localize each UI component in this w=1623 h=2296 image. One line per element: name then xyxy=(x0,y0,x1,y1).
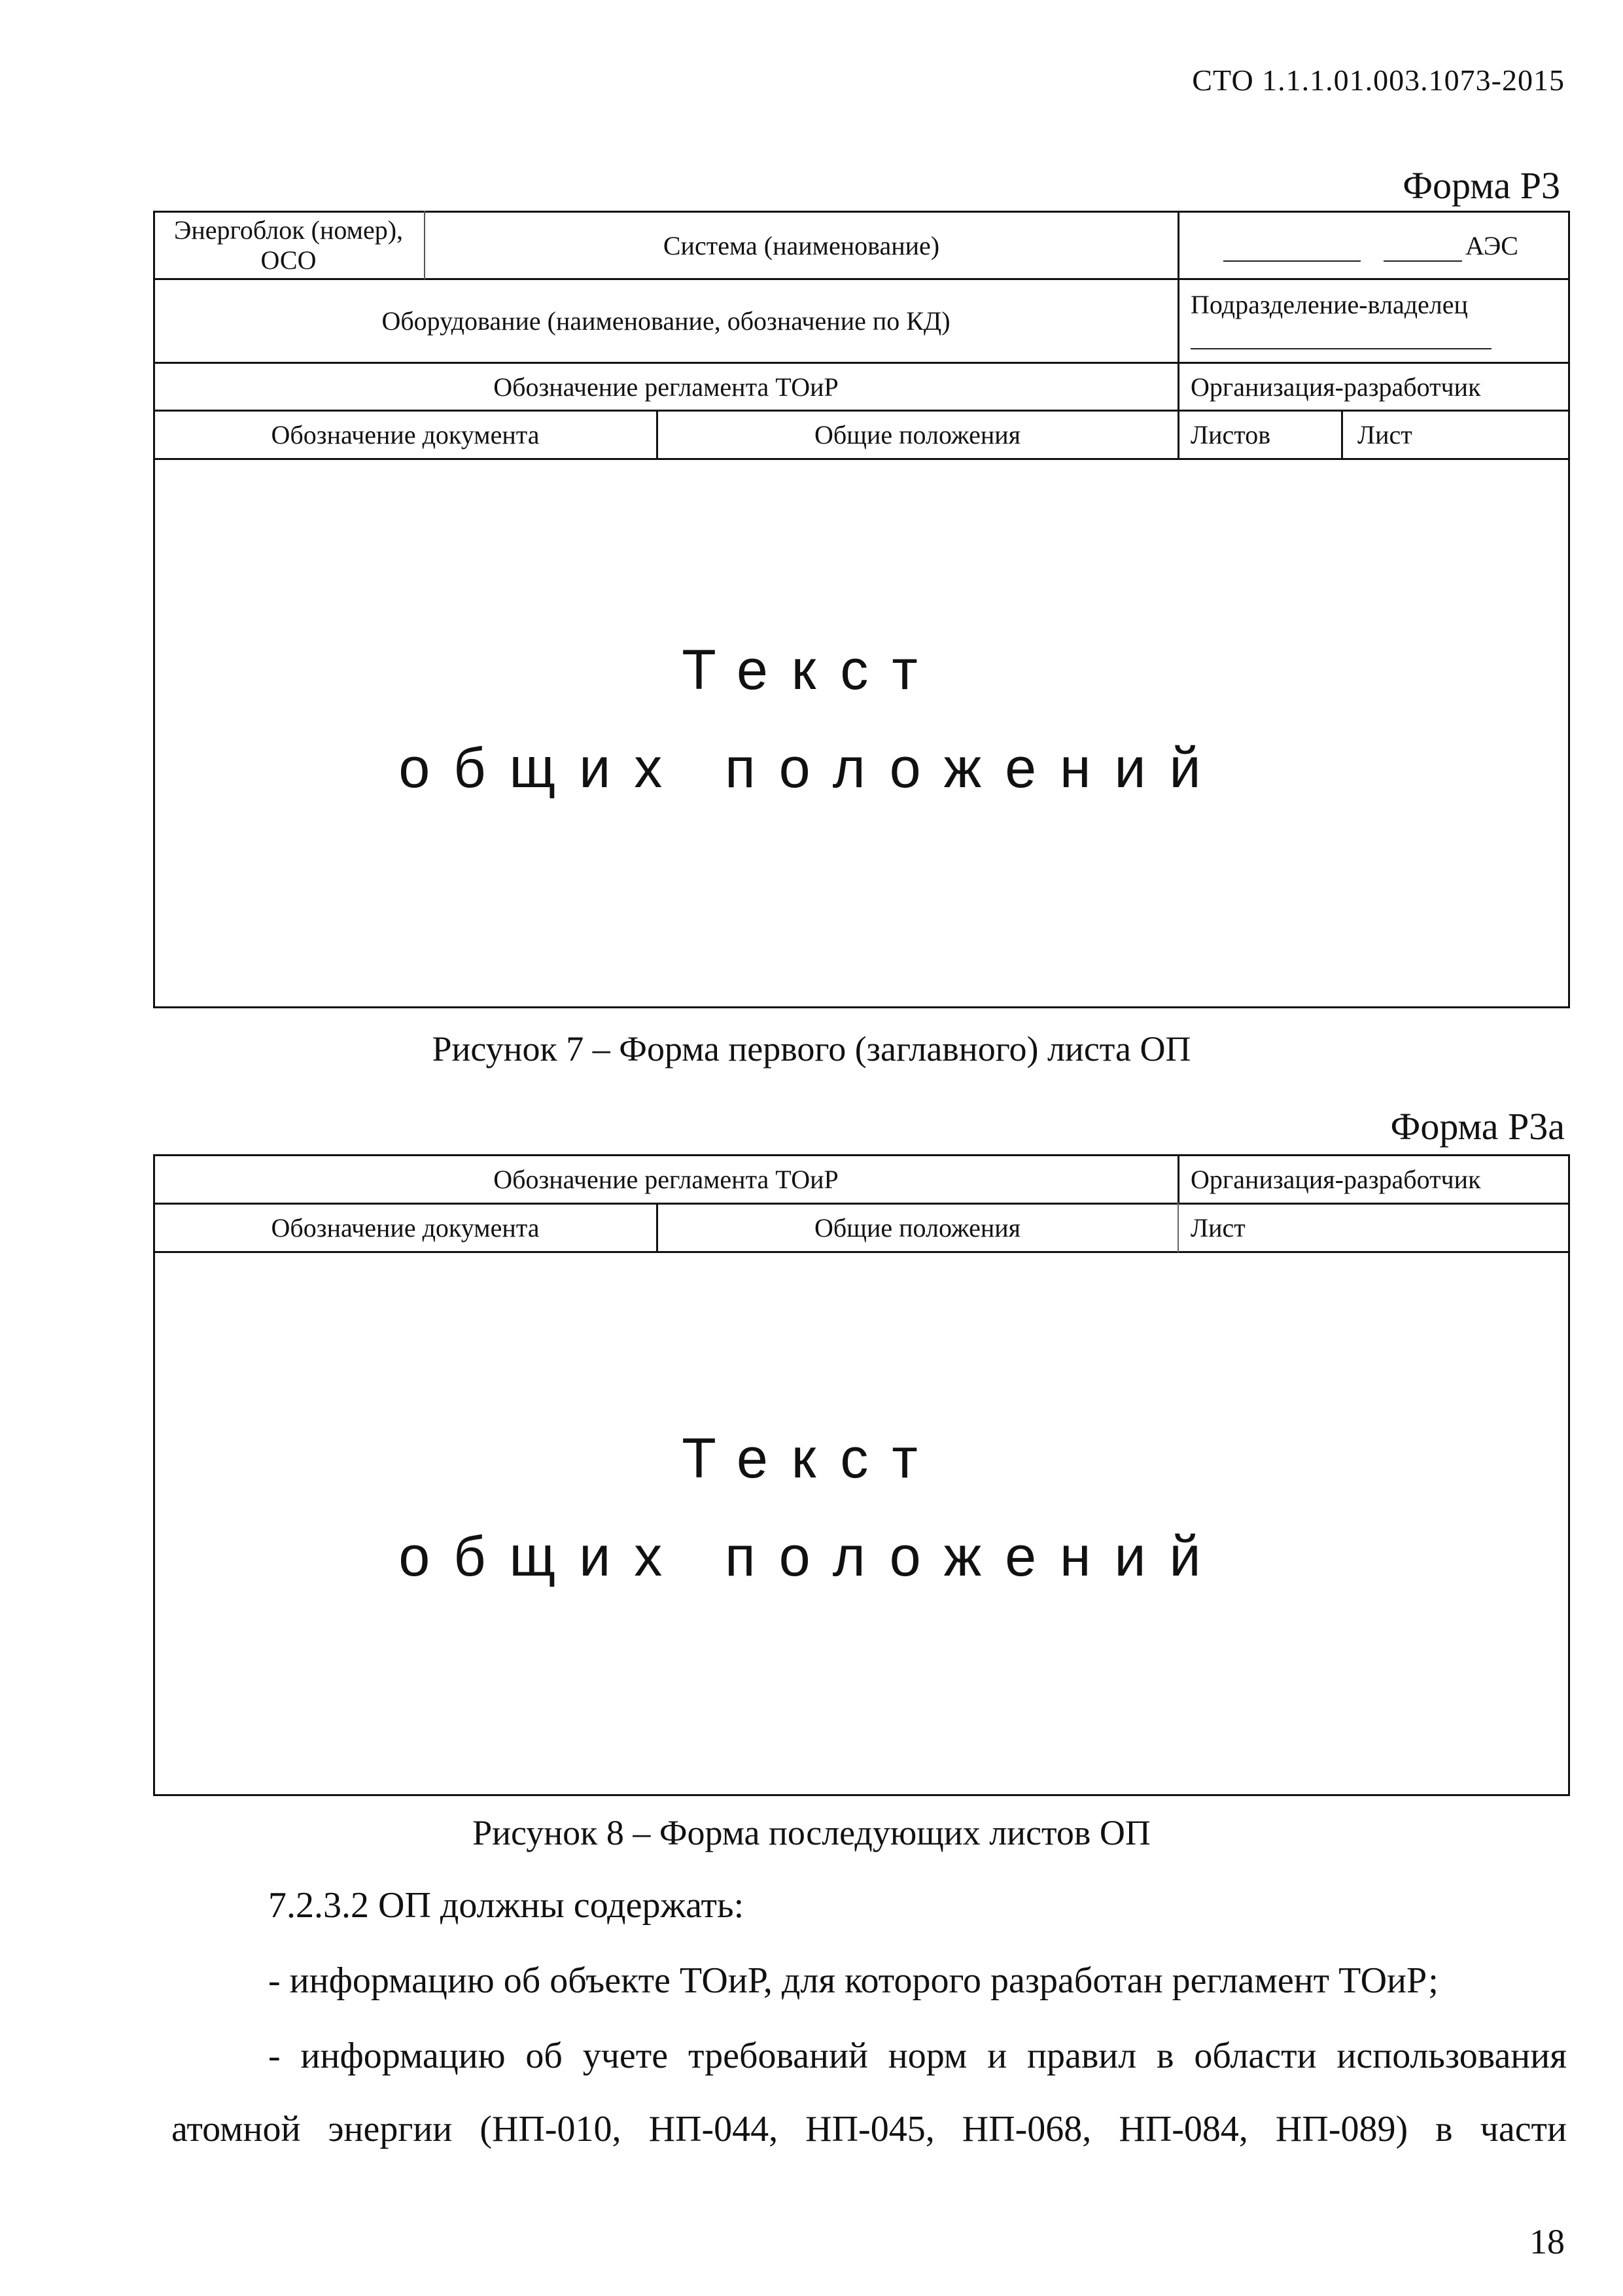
list-item-object-info: - информацию об объекте ТОиР, для которого разработан регламент ТОиР; xyxy=(268,1960,1439,2001)
sheet-number-cell-2: Лист xyxy=(1191,1213,1246,1243)
subdivision-owner-cell: Подразделение-владелец xyxy=(1191,289,1468,319)
document-designation-cell: Обозначение документа xyxy=(271,420,540,450)
paragraph-7-2-3-2: 7.2.3.2 ОП должны содержать: xyxy=(268,1885,744,1926)
unit-cell: Энергоблок (номер), ОСО xyxy=(173,215,404,275)
body-text-line-1: Текст xyxy=(682,639,941,701)
list-item-norms-info: - информацию об учете требований норм и правил в области использования xyxy=(268,2036,1567,2076)
aes-label: АЭС xyxy=(1465,230,1518,260)
body-text-line-1-form2: Текст xyxy=(682,1427,941,1490)
developer-organization-cell: Организация-разработчик xyxy=(1191,372,1481,402)
form-label-p3a: Форма Р3а xyxy=(1390,1105,1565,1148)
developer-organization-cell-2: Организация-разработчик xyxy=(1191,1165,1481,1194)
document-code: СТО 1.1.1.01.003.1073-2015 xyxy=(1192,63,1565,97)
sheets-count-cell: Листов xyxy=(1191,420,1271,450)
figure-8-caption: Рисунок 8 – Форма последующих листов ОП xyxy=(472,1813,1151,1852)
list-item-norms-info-cont: атомной энергии (НП-010, НП-044, НП-045, НП-068, НП-084, НП-089) в части xyxy=(171,2109,1567,2149)
system-cell: Система (наименование) xyxy=(663,230,940,260)
body-text-line-2-form2: общих положений xyxy=(398,1525,1225,1588)
document-designation-cell-2: Обозначение документа xyxy=(271,1213,540,1243)
regulation-designation-cell-2: Обозначение регламента ТОиР xyxy=(493,1165,839,1194)
body-text-line-2: общих положений xyxy=(398,737,1225,800)
general-provisions-cell: Общие положения xyxy=(814,420,1021,450)
general-provisions-cell-2: Общие положения xyxy=(814,1213,1021,1243)
equipment-cell: Оборудование (наименование, обозначение по КД) xyxy=(381,306,951,336)
regulation-designation-cell: Обозначение регламента ТОиР xyxy=(493,372,839,402)
form-label-p3: Форма Р3 xyxy=(1403,164,1560,207)
figure-7-caption: Рисунок 7 – Форма первого (заглавного) листа ОП xyxy=(432,1029,1191,1069)
sheet-number-cell: Лист xyxy=(1357,420,1412,450)
page-number: 18 xyxy=(1529,2222,1565,2261)
